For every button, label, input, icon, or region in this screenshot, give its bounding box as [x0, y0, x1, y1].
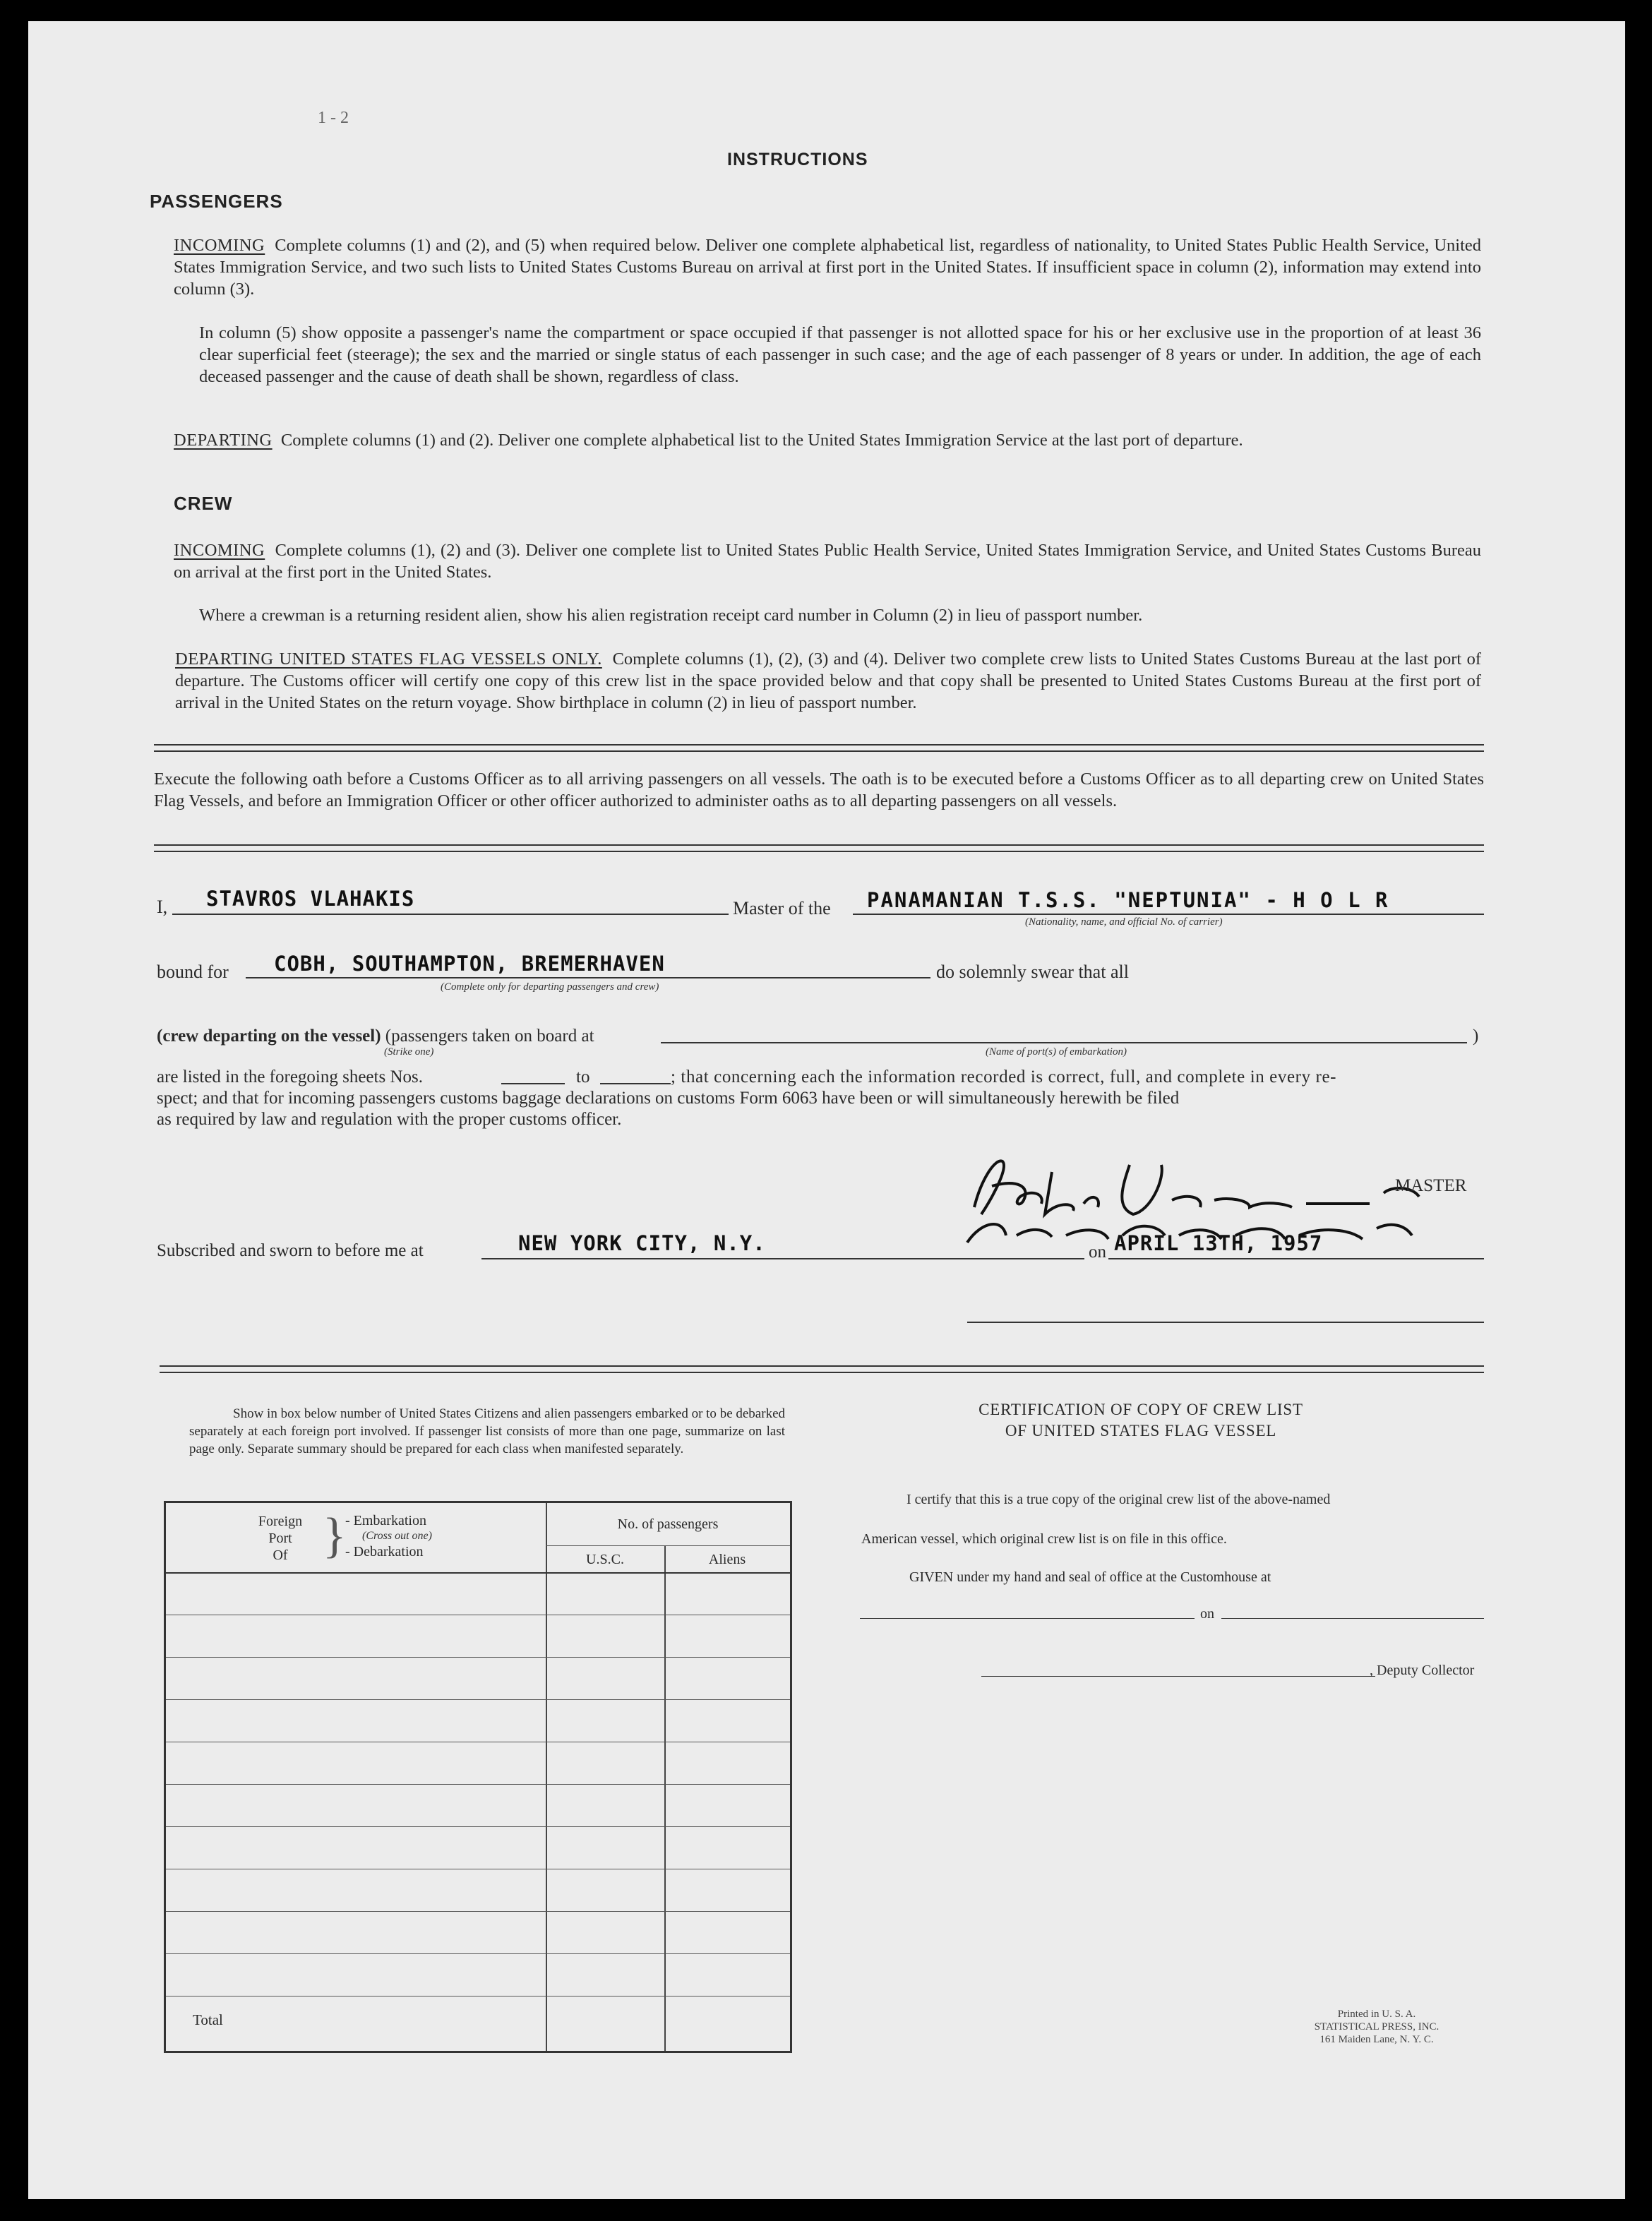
listed-to-label: to: [576, 1067, 590, 1086]
passengers-incoming-paragraph: [174, 234, 1481, 300]
embarkation-port-line: [661, 1042, 1467, 1043]
master-of-label: Master of the: [733, 898, 831, 918]
strike-caption: (Strike one): [384, 1046, 434, 1058]
passenger-summary-box: [164, 1501, 792, 2053]
sworn-place-line: [481, 1258, 1084, 1259]
certification-title-1: CERTIFICATION OF COPY OF CREW LIST: [978, 1401, 1303, 1418]
vessel-line: [853, 914, 1484, 915]
destination[interactable]: COBH, SOUTHAMPTON, BREMERHAVEN: [274, 952, 665, 976]
vessel-caption: (Nationality, name, and official No. of carrier): [1025, 916, 1223, 928]
customhouse-line: [860, 1618, 1195, 1619]
sworn-date[interactable]: APRIL 13TH, 1957: [1114, 1231, 1323, 1255]
crew-heading: CREW: [174, 493, 233, 514]
foreign-port-of-label: [245, 1513, 316, 1564]
usc-header: U.S.C.: [586, 1552, 624, 1567]
printer-line-3: 161 Maiden Lane, N. Y. C.: [1319, 2034, 1434, 2045]
deputy-collector-label: , Deputy Collector: [1370, 1663, 1475, 1678]
sworn-place[interactable]: NEW YORK CITY, N.Y.: [518, 1231, 766, 1255]
oath-i-label: I,: [157, 897, 168, 917]
passengers-departing-label: DEPARTING: [174, 431, 273, 450]
sworn-date-line: [1108, 1258, 1484, 1259]
certification-date-line: [1221, 1618, 1484, 1619]
passengers-column5-paragraph: In column (5) show opposite a passenger's name the compartment or space occupied if that passenger is not allotted space for his or her exclusive use in the proportion of at least 36 clear superficial feet (steerage); the sex and the married or single status of each passenger in such case; and the age of each passenger of 8 years or under. In addition, the age of each deceased passenger and the cause of death shall be shown, regardless of class.: [199, 323, 1481, 386]
destination-caption: (Complete only for departing passengers and crew): [441, 981, 659, 993]
vessel-name[interactable]: PANAMANIAN T.S.S. "NEPTUNIA" - H O L R: [867, 888, 1389, 912]
listed-text-b: ; that concerning each the information recorded is correct, full, and complete in every re-: [671, 1067, 1337, 1086]
passengers-taken-strike[interactable]: (passengers taken on board at: [385, 1026, 594, 1046]
sheet-from-line: [501, 1083, 565, 1084]
master-name[interactable]: STAVROS VLAHAKIS: [206, 887, 415, 911]
crew-alien-paragraph: Where a crewman is a returning resident alien, show his alien registration receipt card number in Column (2) in lieu of passport number.: [199, 606, 1143, 625]
listed-label: are listed in the foregoing sheets Nos.: [157, 1067, 423, 1086]
certification-line-1: I certify that this is a true copy of the original crew list of the above-named: [906, 1492, 1331, 1507]
close-paren: ): [1473, 1026, 1479, 1046]
total-label: Total: [193, 2011, 223, 2028]
crew-departing-strike[interactable]: (crew departing on the vessel): [157, 1026, 381, 1046]
printer-imprint: [1271, 2008, 1483, 2046]
debarkation-label[interactable]: - Debarkation: [345, 1544, 424, 1560]
passengers-departing-paragraph: [174, 429, 1481, 451]
no-passengers-header: No. of passengers: [617, 1516, 719, 1532]
bound-for-label: bound for: [157, 962, 229, 982]
double-rule-2: [154, 844, 1484, 852]
cross-out-caption: (Cross out one): [362, 1530, 432, 1542]
crew-departing-option: [157, 1026, 594, 1046]
double-rule-1: [154, 744, 1484, 752]
crew-incoming-text: Complete columns (1), (2) and (3). Deliver one complete list to United States Public Health Service, United States Immigration Service, and United States Customs Bureau on arrival at the first port in the United States.: [174, 541, 1481, 582]
passengers-heading: PASSENGERS: [150, 191, 283, 212]
embarkation-options: [345, 1513, 432, 1560]
page-mark: 1 - 2: [318, 109, 349, 127]
sworn-on-label: on: [1089, 1243, 1106, 1262]
certification-title: [943, 1399, 1339, 1442]
deputy-collector-line: [981, 1676, 1375, 1677]
certification-title-2: OF UNITED STATES FLAG VESSEL: [1005, 1422, 1277, 1439]
printer-line-1: Printed in U. S. A.: [1337, 2009, 1416, 2020]
sheet-to-line: [600, 1083, 671, 1084]
swear-label: do solemnly swear that all: [936, 962, 1129, 982]
crew-departing-label: DEPARTING UNITED STATES FLAG VESSELS ONLY.: [175, 649, 602, 669]
crew-incoming-paragraph: [174, 539, 1481, 583]
foreign-label: Foreign: [258, 1514, 303, 1529]
form-page: [28, 21, 1625, 2199]
sworn-label: Subscribed and sworn to before me at: [157, 1241, 424, 1260]
master-name-line: [172, 914, 729, 915]
certification-line-3: GIVEN under my hand and seal of office at the Customhouse at: [909, 1569, 1271, 1585]
certification-line-2: American vessel, which original crew list is on file in this office.: [861, 1531, 1227, 1547]
aliens-header: Aliens: [708, 1552, 746, 1567]
port-caption: (Name of port(s) of embarkation): [986, 1046, 1127, 1058]
certification-on-label: on: [1200, 1606, 1214, 1622]
embarkation-label[interactable]: - Embarkation: [345, 1513, 426, 1528]
printer-line-2: STATISTICAL PRESS, INC.: [1314, 2021, 1439, 2033]
instructions-title: INSTRUCTIONS: [727, 150, 868, 169]
passengers-incoming-text: Complete columns (1) and (2), and (5) when required below. Deliver one complete alphabetical list, regardless of nationality, to United States Public Health Service, United States Immigration Service, and two such lists to United States Customs Bureau on arrival at first port in the United States. If insufficient space in column (2), information may extend into column (3).: [174, 236, 1482, 299]
port-label: Port: [268, 1531, 292, 1546]
of-label: Of: [273, 1547, 288, 1563]
brace-icon: }: [323, 1509, 347, 1563]
double-rule-3: [160, 1365, 1484, 1373]
officer-signature-line: [967, 1322, 1484, 1323]
listed-text-c: spect; and that for incoming passengers customs baggage declarations on customs Form 6063 have been or will simultaneously herewith be filed: [157, 1089, 1180, 1108]
destination-line: [246, 977, 930, 978]
crew-incoming-label: INCOMING: [174, 541, 265, 560]
master-label: MASTER: [1395, 1176, 1467, 1195]
crew-departing-paragraph: [175, 648, 1481, 714]
passengers-incoming-label: INCOMING: [174, 236, 265, 255]
summary-instruction: Show in box below number of United States Citizens and alien passengers embarked or to be debarked separately at each foreign port involved. If passenger list consists of more than one page, summarize on last page only. Separate summary should be prepared for each class when manifested separately.: [189, 1406, 785, 1456]
listed-text-d: as required by law and regulation with the proper customs officer.: [157, 1110, 622, 1129]
crew-departing-text: Complete columns (1), (2), (3) and (4). Deliver two complete crew lists to United States Customs Bureau at the last port of departure. The Customs officer will certify one copy of this crew list in the space provided below and that copy shall be presented to United States Customs Bureau at the first port of arrival in the United States on the return voyage. Show birthplace in column (2) in lieu of passport number.: [175, 649, 1481, 712]
passengers-departing-text: Complete columns (1) and (2). Deliver one complete alphabetical list to the United States Immigration Service at the last port of departure.: [280, 431, 1243, 450]
oath-intro: Execute the following oath before a Customs Officer as to all arriving passengers on all vessels. The oath is to be executed before a Customs Officer as to all departing crew on United States Flag Vessels, and before an Immigration Officer or other officer authorized to administer oaths as to all departing passengers on all vessels.: [154, 770, 1484, 810]
